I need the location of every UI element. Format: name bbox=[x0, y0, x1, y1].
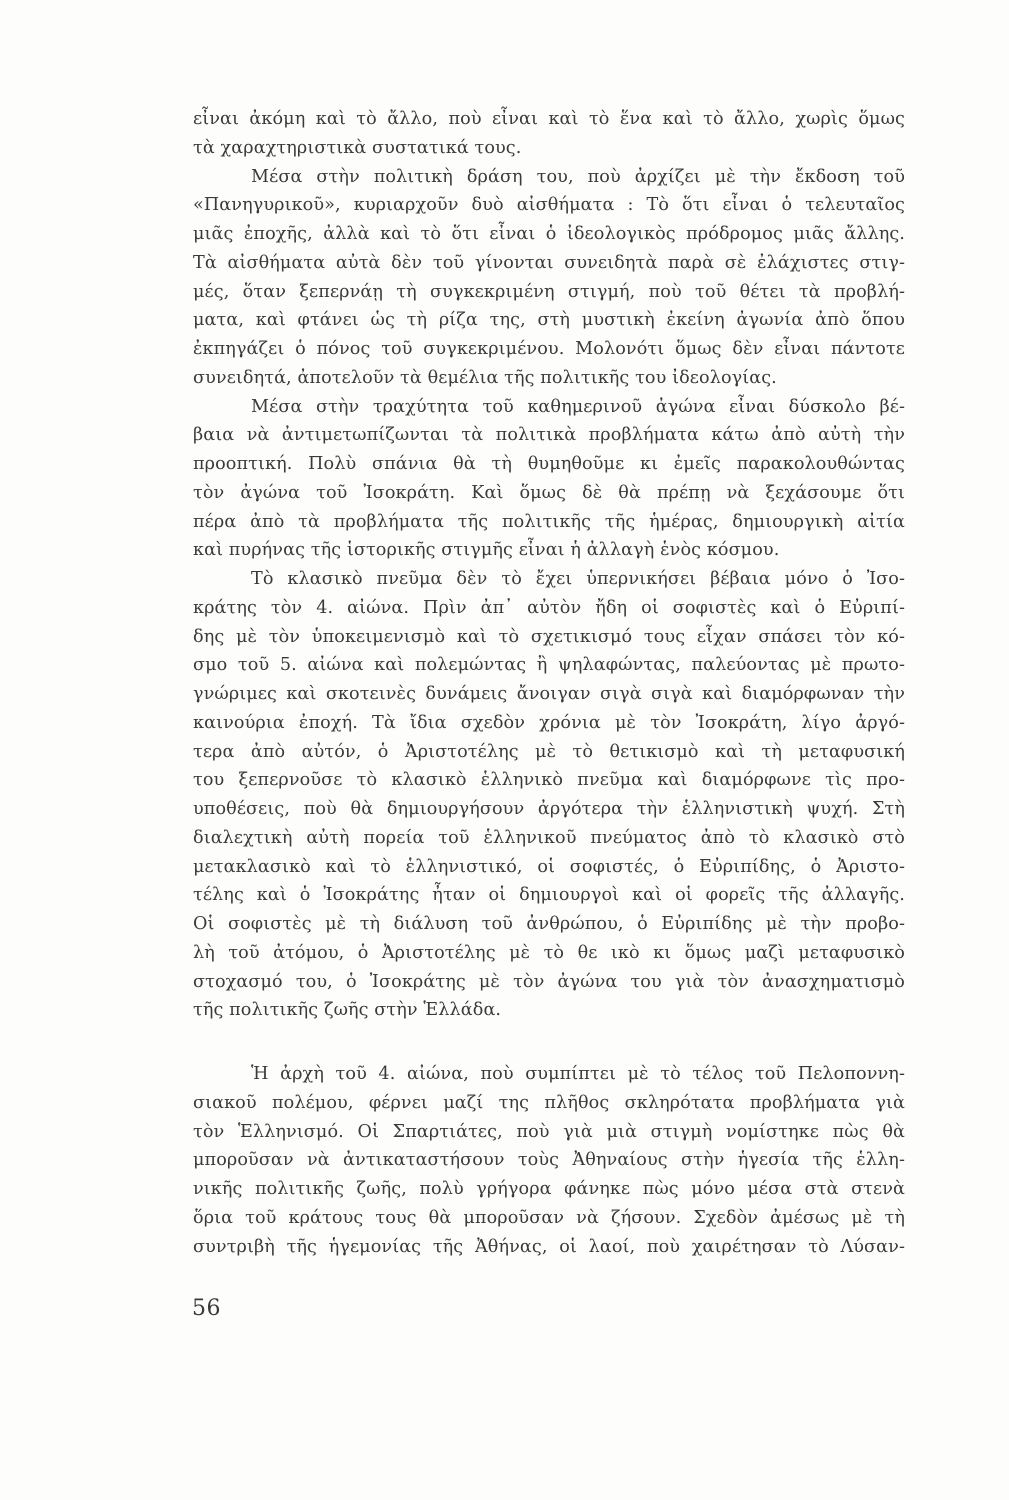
text-line: ὅρια τοῦ κράτους τους θὰ μποροῦσαν νὰ ζήσουν. Σχεδὸν ἀμέσως μὲ τὴ bbox=[193, 1207, 905, 1228]
text-line: κράτης τὸν 4. αἰώνα. Πρὶν ἀπ᾽ αὐτὸν ἤδη οἱ σοφιστὲς καὶ ὁ Εὐριπί- bbox=[193, 597, 905, 618]
text-line: «Πανηγυρικοῦ», κυριαρχοῦν δυὸ αἰσθήματα : Τὸ ὅτι εἶναι ὁ τελευταῖος bbox=[193, 195, 905, 216]
text-line: γνώριμες καὶ σκοτεινὲς δυνάμεις ἄνοιγαν σιγὰ σιγὰ καὶ διαμόρφωναν τὴν bbox=[193, 684, 905, 704]
text-line: καινούρια ἐποχή. Τὰ ἴδια σχεδὸν χρόνια μὲ τὸν Ἰσοκράτη, λίγο ἀργό- bbox=[193, 712, 905, 733]
text-line: του ξεπερνοῦσε τὸ κλασικὸ ἑλληνικὸ πνεῦμα καὶ διαμόρφωνε τὶς προ- bbox=[193, 770, 905, 791]
text-line: Τὸ κλασικὸ πνεῦμα δὲν τὸ ἔχει ὑπερνικήσει βέβαια μόνο ὁ Ἰσο- bbox=[251, 569, 905, 589]
text-line: μιᾶς ἐποχῆς, ἀλλὰ καὶ τὸ ὅτι εἶναι ὁ ἰδεολογικὸς πρόδρομος μιᾶς ἄλλης. bbox=[193, 224, 905, 244]
text-line: Μέσα στὴν πολιτικὴ δράση του, ποὺ ἀρχίζει μὲ τὴν ἔκδοση τοῦ bbox=[251, 166, 905, 187]
text-line: στοχασμό του, ὁ Ἰσοκράτης μὲ τὸν ἀγώνα του γιὰ τὸν ἀνασχηματισμὸ bbox=[193, 971, 905, 992]
text-line: δης μὲ τὸν ὑποκειμενισμὸ καὶ τὸ σχετικισμό τους εἶχαν σπάσει τὸν κό- bbox=[193, 626, 905, 647]
text-block-main bbox=[193, 105, 905, 1025]
text-line: νικῆς πολιτικῆς ζωῆς, πολὺ γρήγορα φάνηκε πὼς μόνο μέσα στὰ στενὰ bbox=[193, 1179, 905, 1199]
text-line: τέλης καὶ ὁ Ἰσοκράτης ἦταν οἱ δημιουργοὶ καὶ οἱ φορεῖς τῆς ἀλλαγῆς. bbox=[193, 885, 905, 906]
text-line: ἐκπηγάζει ὁ πόνος τοῦ συγκεκριμένου. Μολονότι ὅμως δὲν εἶναι πάντοτε bbox=[193, 339, 905, 359]
text-line: τερα ἀπὸ αὐτόν, ὁ Ἀριστοτέλης μὲ τὸ θετικισμὸ καὶ τὴ μεταφυσική bbox=[193, 741, 905, 762]
text-line: πέρα ἀπὸ τὰ προβλήματα τῆς πολιτικῆς τῆς ἡμέρας, δημιουργικὴ αἰτία bbox=[193, 511, 905, 532]
text-line: σιακοῦ πολέμου, φέρνει μαζί της πλῆθος σκληρότατα προβλήματα γιὰ bbox=[193, 1092, 905, 1113]
text-line: συνειδητά, ἀποτελοῦν τὰ θεμέλια τῆς πολιτικῆς του ἰδεολογίας. bbox=[193, 367, 777, 388]
text-line: υποθέσεις, ποὺ θὰ δημιουργήσουν ἀργότερα τὴν ἑλληνιστικὴ ψυχή. Στὴ bbox=[193, 799, 905, 819]
text-line: τὸν ἀγώνα τοῦ Ἰσοκράτη. Καὶ ὅμως δὲ θὰ πρέπῃ νὰ ξεχάσουμε ὅτι bbox=[193, 482, 905, 503]
text-line: Τὰ αἰσθήματα αὐτὰ δὲν τοῦ γίνονται συνειδητὰ παρὰ σὲ ἐλάχιστες στιγ- bbox=[193, 252, 905, 273]
text-line: τὰ χαραχτηριστικὰ συστατικά τους. bbox=[193, 137, 522, 158]
text-line: μποροῦσαν νὰ ἀντικαταστήσουν τοὺς Ἀθηναίους στὴν ἡγεσία τῆς ἑλλη- bbox=[193, 1150, 905, 1171]
text-line: βαια νὰ ἀντιμετωπίζωνται τὰ πολιτικὰ προβλήματα κάτω ἀπὸ αὐτὴ τὴν bbox=[193, 425, 905, 446]
text-line: συντριβὴ τῆς ἡγεμονίας τῆς Ἀθήνας, οἱ λαοί, ποὺ χαιρέτησαν τὸ Λύσαν- bbox=[193, 1236, 905, 1257]
text-line: διαλεχτικὴ αὐτὴ πορεία τοῦ ἑλληνικοῦ πνεύματος ἀπὸ τὸ κλασικὸ στὸ bbox=[193, 827, 905, 848]
text-line: Οἱ σοφιστὲς μὲ τὴ διάλυση τοῦ ἀνθρώπου, ὁ Εὐριπίδης μὲ τὴν προβο- bbox=[193, 914, 905, 934]
text-line: Ἡ ἀρχὴ τοῦ 4. αἰώνα, ποὺ συμπίπτει μὲ τὸ τέλος τοῦ Πελοποννη- bbox=[251, 1064, 905, 1084]
text-line: προοπτική. Πολὺ σπάνια θὰ τὴ θυμηθοῦμε κι ἐμεῖς παρακολουθώντας bbox=[193, 454, 905, 474]
text-line: τῆς πολιτικῆς ζωῆς στὴν Ἑλλάδα. bbox=[193, 1000, 502, 1021]
text-line: ματα, καὶ φτάνει ὡς τὴ ρίζα της, στὴ μυστικὴ ἐκείνη ἀγωνία ἀπὸ ὅπου bbox=[193, 310, 905, 331]
text-line: Μέσα στὴν τραχύτητα τοῦ καθημερινοῦ ἀγώνα εἶναι δύσκολο βέ- bbox=[251, 396, 905, 417]
text-block-section bbox=[193, 1060, 905, 1261]
text-line: μές, ὅταν ξεπερνάῃ τὴ συγκεκριμένη στιγμή, ποὺ τοῦ θέτει τὰ προβλή- bbox=[193, 281, 905, 302]
text-line: μετακλασικὸ καὶ τὸ ἑλληνιστικό, οἱ σοφιστές, ὁ Εὐριπίδης, ὁ Ἀριστο- bbox=[193, 856, 905, 877]
text-line: καὶ πυρήνας τῆς ἱστορικῆς στιγμῆς εἶναι ἡ ἀλλαγὴ ἑνὸς κόσμου. bbox=[193, 540, 780, 561]
text-line: εἶναι ἀκόμη καὶ τὸ ἄλλο, ποὺ εἶναι καὶ τὸ ἕνα καὶ τὸ ἄλλο, χωρὶς ὅμως bbox=[193, 109, 905, 129]
page-number: 56 bbox=[192, 1296, 221, 1321]
text-line: τὸν Ἑλληνισμό. Οἱ Σπαρτιάτες, ποὺ γιὰ μιὰ στιγμὴ νομίστηκε πὼς θὰ bbox=[193, 1121, 905, 1142]
text-line: σμο τοῦ 5. αἰώνα καὶ πολεμώντας ἢ ψηλαφώντας, παλεύοντας μὲ πρωτο- bbox=[193, 655, 905, 676]
text-line: λὴ τοῦ ἀτόμου, ὁ Ἀριστοτέλης μὲ τὸ θε ικὸ κι ὅμως μαζὶ μεταφυσικὸ bbox=[193, 942, 905, 963]
